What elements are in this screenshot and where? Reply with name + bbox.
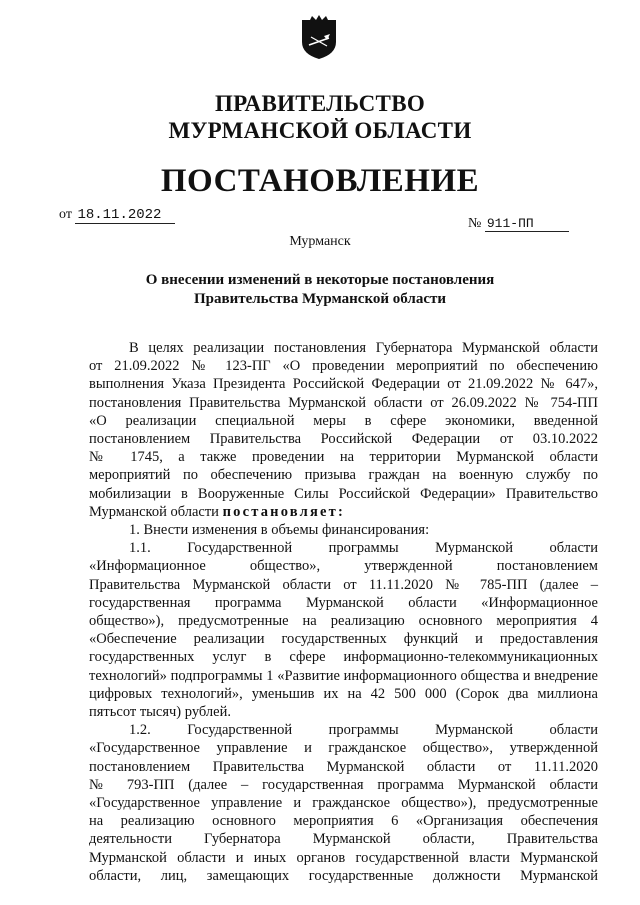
text-line: общество»), предусмотренные на реализацию основного мероприятия 4 xyxy=(89,613,598,630)
text-line: пятьсот тысяч) рублей. xyxy=(89,704,231,721)
text-line: технологий» подпрограммы 1 «Развитие информационного общества и внедрение xyxy=(89,667,598,684)
paragraph-preamble xyxy=(89,339,598,503)
text-line: постановлением Правительства Российской Федерации от 03.10.2022 xyxy=(89,431,598,448)
document-type: ПОСТАНОВЛЕНИЕ xyxy=(160,163,480,199)
gov-line-1: ПРАВИТЕЛЬСТВО xyxy=(214,91,426,116)
date-prefix: от xyxy=(59,207,72,222)
text-line: В целях реализации постановления Губернатора Мурманской области xyxy=(129,340,598,356)
text-line: государственная программа Мурманской области «Информационное xyxy=(89,594,598,611)
item-1: 1. Внести изменения в объемы финансирования: xyxy=(129,522,430,539)
text-line: Мурманской области и иных органов государственной власти Мурманской xyxy=(89,849,598,866)
text-line: постановлением Правительства Мурманской области от 11.11.2020 xyxy=(89,758,598,775)
number-prefix: № xyxy=(468,216,482,231)
decree-word: постановляет: xyxy=(222,503,346,520)
text-line: «О реализации специальной меры в сфере экономики, введенной xyxy=(89,412,598,429)
text-line: 1.2. Государственной программы Мурманской области xyxy=(129,722,598,739)
text-line: государственных услуг в сфере информационно-телекоммуникационных xyxy=(89,649,598,666)
item-1-2 xyxy=(89,721,598,885)
subject-line-2: Правительства Мурманской области xyxy=(193,291,447,307)
text-line: «Государственное управление и гражданское общество»), предусмотренные xyxy=(89,795,598,812)
item-1-1 xyxy=(89,539,598,721)
text-line: области, лиц, замещающих государственные должности Мурманской xyxy=(89,867,598,884)
text-line: «Информационное общество», утвержденной постановлением xyxy=(89,558,598,575)
text-line: Правительства Мурманской области от 11.11.2020 № 785-ПП (далее – xyxy=(89,576,598,593)
text-line: на реализацию основного мероприятия 6 «Организация обеспечения xyxy=(89,813,598,830)
government-name xyxy=(0,90,640,144)
city: Мурманск xyxy=(289,234,351,249)
date-field xyxy=(59,207,175,224)
text-line: от 21.09.2022 № 123-ПГ «О проведении мероприятий по обеспечению xyxy=(89,358,598,375)
date-value: 18.11.2022 xyxy=(75,207,175,224)
paragraph-preamble-last-line xyxy=(89,503,598,521)
text-line: мобилизации в Вооруженные Силы Российской Федерации» Правительство xyxy=(89,485,598,502)
text-line: № 793-ПП (далее – государственная программа Мурманской области xyxy=(89,776,598,793)
text-line: цифровых технологий», уменьшив их на 42 500 000 (Сорок два миллиона xyxy=(89,685,598,702)
text-line: мероприятий по обеспечению призыва граждан на военную службу по xyxy=(89,467,598,484)
number-field xyxy=(468,216,569,232)
preamble-last-text: Мурманской области xyxy=(89,503,219,520)
text-line: деятельности Губернатора Мурманской области, Правительства xyxy=(89,831,598,848)
text-line: «Обеспечение реализации государственных функций и предоставления xyxy=(89,631,598,648)
document-body xyxy=(89,339,598,885)
text-line: «Государственное управление и гражданское общество», утвержденной xyxy=(89,740,598,757)
subject-line-1: О внесении изменений в некоторые постановления xyxy=(145,272,495,288)
text-line: 1.1. Государственной программы Мурманской области xyxy=(129,540,598,557)
coat-of-arms-icon xyxy=(300,14,338,60)
number-value: 911-ПП xyxy=(485,216,569,232)
text-line: постановления Правительства Мурманской области от 26.09.2022 № 754-ПП xyxy=(89,394,598,411)
subject-title xyxy=(0,271,640,309)
gov-line-2: МУРМАНСКОЙ ОБЛАСТИ xyxy=(168,118,472,143)
text-line: выполнения Указа Президента Российской Федерации от 21.09.2022 № 647», xyxy=(89,376,598,393)
text-line: № 1745, а также проведении на территории Мурманской области xyxy=(89,449,598,466)
